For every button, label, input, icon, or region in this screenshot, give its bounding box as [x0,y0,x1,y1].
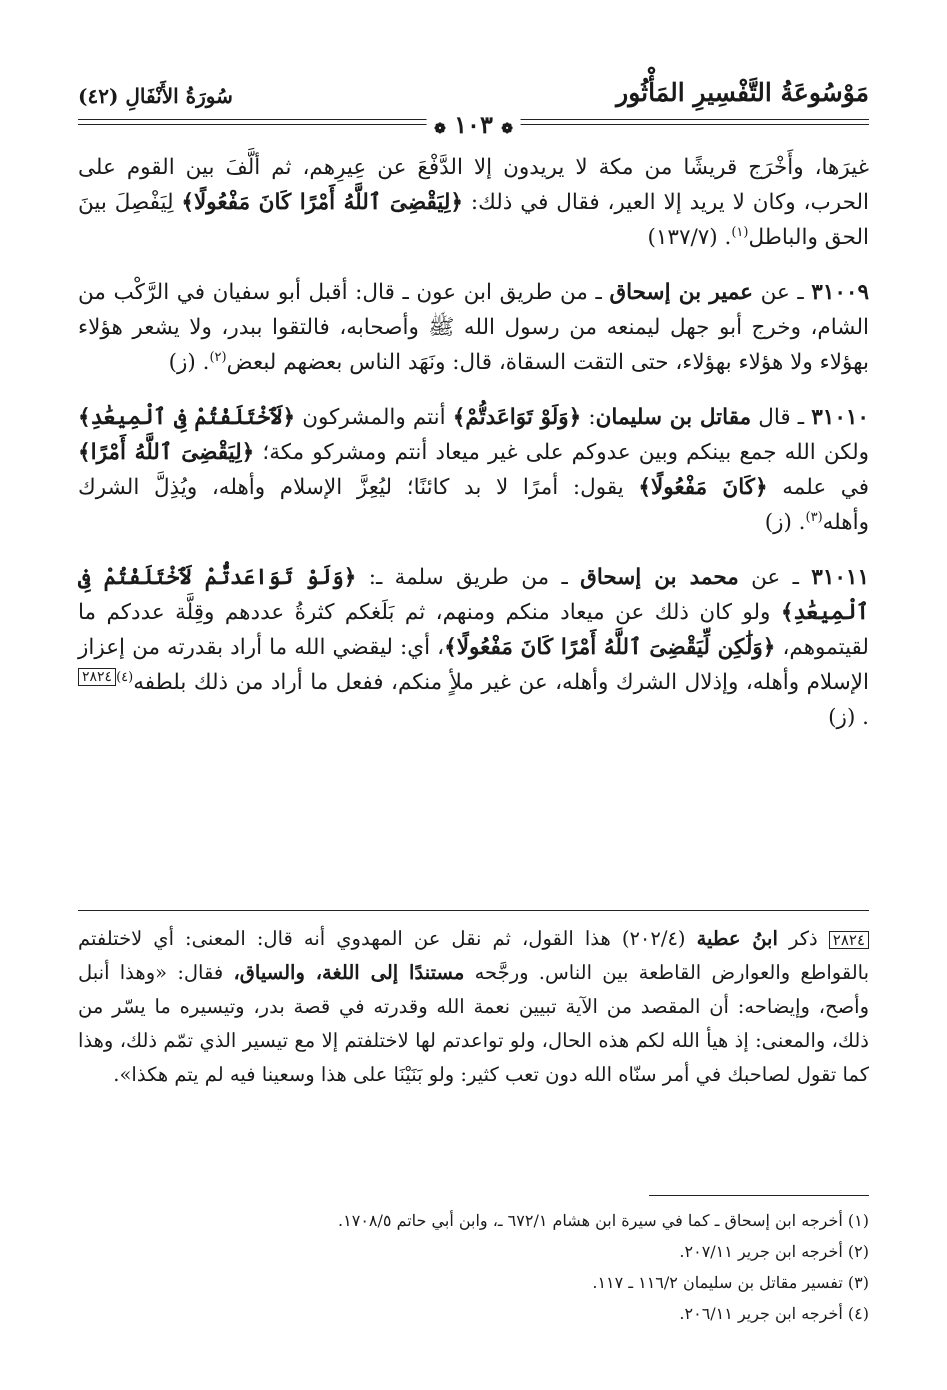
entry-31009 [78,275,869,380]
entry-text: : [581,405,596,430]
footnote-marker: (٣) [805,509,823,525]
footnote-marker: (٤) [116,669,134,685]
footnote-marker: (٢) [209,349,227,365]
footnote-item: (١) أخرجه ابن إسحاق ـ كما في سيرة ابن هشام ٦٧٢/١ ـ، وابن أبي حاتم ١٧٠٨/٥. [338,1211,869,1230]
footnote-divider [649,1195,869,1196]
page-number [426,110,521,139]
entry-number: ٣١٠١٠ [811,405,869,430]
paragraph-text: غيرَها، وأَخْرَج قريشًا من مكة لا يريدون إلا الدَّفْعَ عن عِيرِهم، ثم ألَّفَ بين القوم على الحرب، وكان لا يريد إلا العير، فقال في ذلك: [78,155,869,215]
footnote-item: (٣) تفسير مقاتل بن سليمان ١١٦/٢ ـ ١١٧. [592,1273,869,1292]
main-text [78,150,869,735]
quran-verse: ﴿لِيَقْضِىَ ٱللَّهُ أَمْرًا﴾ [78,440,255,465]
quran-verse: ﴿لَٱخْتَلَفْتُمْ فِى ٱلْمِيعَٰدِ﴾ [78,405,296,430]
entry-number: ٣١٠١١ [811,565,870,590]
ornament-icon: ❁ [434,121,446,137]
commentary-text: (٢٠٢/٤) هذا القول، ثم نقل عن المهدوي أنه قال: المعنى: أي لاختلفتم بالقواطع والعوارض القاطعة بين الناس. ورجَّحه [78,927,869,984]
entry-text: ـ من طريق ابن عون ـ قال: أقبل أبو سفيان في الرَّكْب من الشام، وخرج أبو جهل ليمنعه من رسول الله ﷺ وأصحابه، فالتقوا ببدر، ولا يشعر هؤلاء بهؤلاء ولا هؤلاء بهؤلاء، حتى التقت السقاة، قال: ونَهَد الناس بعضهم لبعض [78,280,869,375]
narrator-name: عمير بن إسحاق [609,280,753,305]
book-title: مَوْسُوعَةُ التَّفْسِيرِ المَأْثُور [616,78,869,107]
narrator-name: محمد بن إسحاق [580,565,739,590]
footnote-item: (٢) أخرجه ابن جرير ٢٠٧/١١. [679,1242,869,1261]
page-number-text: ١٠٣ [454,110,493,139]
entry-text: ، أي: ليقضي الله ما أراد بقدرته من إعزاز الإسلام وأهله، وإذلال الشرك وأهله، عن غير ملأٍ منكم، ففعل ما أراد من ذلك بلطفه [78,635,869,695]
paragraph-continuation [78,150,869,255]
quran-verse: ﴿لِيَقْضِىَ ٱللَّهُ أَمْرًا كَانَ مَفْعُولًا﴾ [181,190,463,215]
entry-sep: ـ قال [751,405,812,430]
scholar-name: ابنُ عطية [696,927,778,950]
commentary-paragraph [78,922,869,1092]
ornament-icon: ❁ [501,121,513,137]
volume-reference: . (١٣٧/٧) [647,225,732,250]
commentary-text: فقال: «وهذا أنبل وأصح، وإيضاحه: أن المقصد من الآية تبيين نعمة الله وقدرته في قصة بدر، وتيسيره ما يسّر من ذلك، والمعنى: إذ هيأ الله لكم هذه الحال، ولو تواعدتم لها لاختلفتم إلا مع تيسير الذي تمّم ذلك، وهذا كما تقول لصاحبك في أمر سنّاه الله دون تعب كثير: ولو بَنَيْنَا على هذا وسعينا فيه لم يتم هكذا». [78,961,869,1086]
entry-reference: . (ز) [828,705,869,730]
entry-text: أنتم والمشركون [295,405,453,430]
commentary-text: ذكر [777,927,829,950]
entry-sep: ـ عن [738,565,812,590]
entry-31011 [78,560,869,735]
commentary-number: ٢٨٢٤ [829,931,869,949]
entry-text: ولكن الله جمع بينكم وبين عدوكم على غير ميعاد أنتم ومشركو مكة؛ [254,440,870,465]
footnotes [78,1205,869,1329]
quran-verse: ﴿وَلَوْ تَوَاعَدتُّمْ﴾ [452,405,582,430]
quran-verse: ﴿كَانَ مَفْعُولًا﴾ [638,475,768,500]
entry-sep: ـ عن [752,280,812,305]
narrator-name: مقاتل بن سليمان [595,405,752,430]
entry-text: ـ من طريق سلمة ـ: [356,565,581,590]
entry-number: ٣١٠٠٩ [811,280,870,305]
entry-text: في علمه [767,475,869,500]
commentary-emphasis: مستندًا إلى اللغة، والسياق، [233,961,465,984]
entry-text: يقول: أمرًا لا بد كائنًا؛ ليُعِزَّ الإسلام وأهله، ويُذِلَّ الشرك وأهله [78,475,869,535]
commentary-divider [78,910,869,911]
footnote-item: (٤) أخرجه ابن جرير ٢٠٦/١١. [679,1304,869,1323]
entry-reference: . (ز) [764,510,806,535]
paragraph-text: لِيَفْصِلَ بينَ الحق والباطل [78,190,869,250]
quran-verse: ﴿وَلَوْ تَوَاعَدتُّمْ لَٱخْتَلَفْتُمْ فِى ٱلْمِيعَٰدِ﴾ [78,565,869,625]
surah-header: سُورَةُ الأَنْفَالِ (٤٢) [78,84,233,108]
quran-verse: ﴿وَلَٰكِن لِّيَقْضِىَ ٱللَّهُ أَمْرًا كَانَ مَفْعُولًا﴾ [444,635,776,660]
footnote-marker: (١) [731,224,749,240]
commentary-block [78,922,869,1092]
entry-reference: . (ز) [168,350,210,375]
entry-31010 [78,400,869,540]
commentary-marker: ٢٨٢٤ [78,668,116,686]
entry-text: ولو كان ذلك عن ميعاد منكم ومنهم، ثم بَلَغكم كثرةُ عددهم وقِلَّة عددكم ما لقيتموهم، [78,600,869,660]
